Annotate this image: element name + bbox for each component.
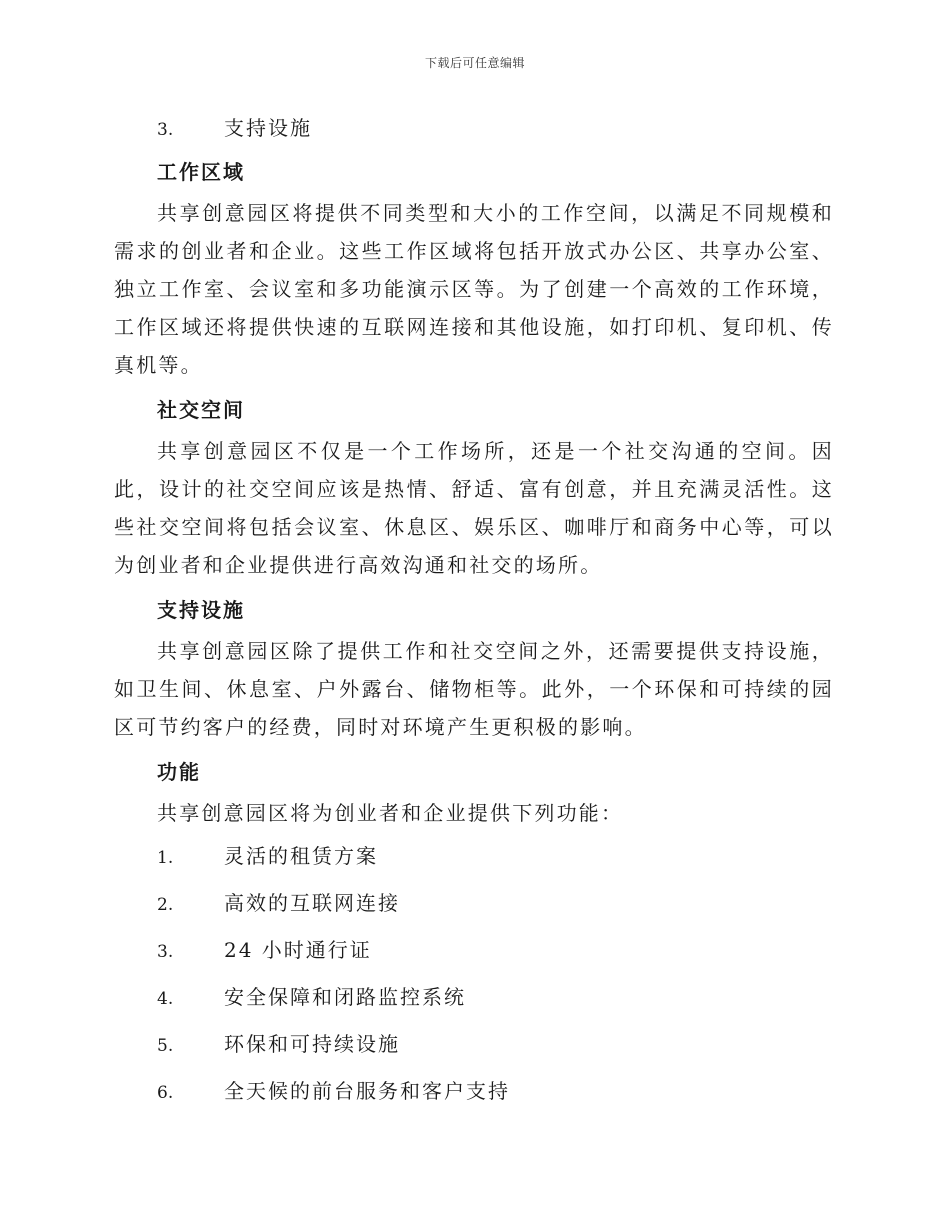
list-item-text: 24 小时通行证 (224, 938, 372, 962)
list-item (114, 883, 834, 923)
list-item-number: 3. (157, 120, 174, 140)
list-item (114, 1024, 834, 1064)
list-item-text: 环保和可持续设施 (224, 1032, 400, 1056)
section-heading-work-area: 工作区域 (157, 160, 245, 184)
section-paragraph-work-area: 共享创意园区将提供不同类型和大小的工作空间，以满足不同规模和需求的创业者和企业。这些工作区域将包括开放式办公区、共享办公室、独立工作室、会议室和多功能演示区等。为了创建一个高效的工作环境，工作区域还将提供快速的互联网连接和其他设施，如打印机、复印机、传真机等。 (114, 201, 834, 377)
list-item-number: 4. (157, 989, 174, 1009)
list-item-number: 3. (157, 942, 174, 962)
list-item-text: 支持设施 (224, 116, 312, 140)
list-item (114, 1071, 834, 1111)
list-item (114, 836, 834, 876)
document-body (114, 108, 834, 1118)
list-item (114, 930, 834, 970)
section-paragraph-social-space: 共享创意园区不仅是一个工作场所，还是一个社交沟通的空间。因此，设计的社交空间应该是热情、舒适、富有创意，并且充满灵活性。这些社交空间将包括会议室、休息区、娱乐区、咖啡厅和商务中心等，可以为创业者和企业提供进行高效沟通和社交的场所。 (114, 439, 834, 577)
features-intro: 共享创意园区将为创业者和企业提供下列功能： (157, 801, 624, 825)
features-list (114, 836, 834, 1111)
list-item-text: 全天候的前台服务和客户支持 (224, 1079, 510, 1103)
section-paragraph-support-facilities: 共享创意园区除了提供工作和社交空间之外，还需要提供支持设施，如卫生间、休息室、户外露台、储物柜等。此外，一个环保和可持续的园区可节约客户的经费，同时对环境产生更积极的影响。 (114, 639, 834, 739)
list-item-text: 高效的互联网连接 (224, 891, 400, 915)
section-heading-social-space: 社交空间 (157, 398, 245, 422)
list-item (114, 108, 834, 148)
list-item-text: 灵活的租赁方案 (224, 844, 378, 868)
page-header: 下载后可任意编辑 (424, 56, 525, 70)
list-item (114, 977, 834, 1017)
section-heading-features: 功能 (157, 760, 201, 784)
list-item-number: 1. (157, 848, 174, 868)
section-heading-support-facilities: 支持设施 (157, 598, 245, 622)
list-item-text: 安全保障和闭路监控系统 (224, 985, 466, 1009)
list-item-number: 6. (157, 1083, 174, 1103)
list-item-number: 5. (157, 1036, 174, 1056)
list-item-number: 2. (157, 895, 174, 915)
